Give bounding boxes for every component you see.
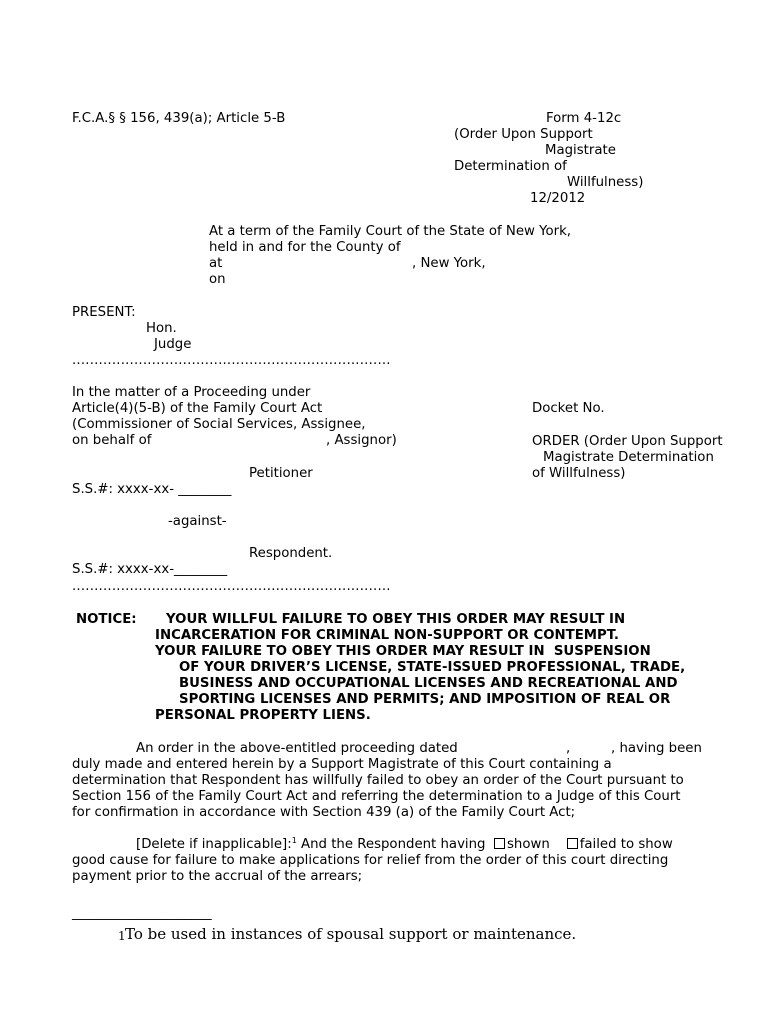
petitioner-ss-number: S.S.#: xxxx-xx- ________ [72,482,232,497]
footnote-rule: _____________________ [72,906,212,921]
court-term-at: at [209,256,223,271]
order-title-line-2: Magistrate Determination [543,450,714,465]
caption-respondent: Respondent. [249,546,333,561]
present-divider: ........................................................................ [72,353,391,368]
failed-to-show-option-label: failed to show [579,837,673,852]
present-judge: Judge [154,337,192,352]
statute-citation: F.C.A.§ § 156, 439(a); Article 5-B [72,111,286,126]
caption-line-1: In the matter of a Proceeding under [72,385,311,400]
paragraph-2-line-1 [136,837,673,853]
paragraph-2-line-3: payment prior to the accrual of the arrears; [72,869,363,884]
court-term-on: on [209,272,226,287]
footnote-ref: 1 [291,836,297,845]
form-number: Form 4-12c [546,111,622,126]
form-title-line-4: Willfulness) [567,175,644,190]
order-title-line-3: of Willfulness) [532,466,626,481]
caption-line-3: (Commissioner of Social Services, Assignee, [72,417,366,432]
notice-line-3: YOUR FAILURE TO OBEY THIS ORDER MAY RESULT IN SUSPENSION [155,644,651,659]
paragraph-2-line-2: good cause for failure to make applications for relief from the order of this court directing [72,853,669,868]
order-date-sentence: An order in the above-entitled proceeding dated [136,741,458,756]
footnote-text: To be used in instances of spousal support or maintenance. [125,925,577,943]
delete-if-inapplicable: [Delete if inapplicable]: [136,837,292,852]
form-title-line-1: (Order Upon Support [454,127,593,142]
notice-line-1: YOUR WILLFUL FAILURE TO OBEY THIS ORDER MAY RESULT IN [166,612,626,627]
notice-line-4: OF YOUR DRIVER’S LICENSE, STATE-ISSUED PROFESSIONAL, TRADE, [179,660,686,675]
paragraph-1-line-3: determination that Respondent has willfully failed to obey an order of the Court pursuant to [72,773,684,788]
notice-line-2: INCARCERATION FOR CRIMINAL NON-SUPPORT OR CONTEMPT. [155,628,619,643]
caption-assignor: , Assignor) [326,433,397,448]
shown-option-label: shown [506,837,550,852]
order-date-comma: , [566,741,571,756]
court-term-line-2: held in and for the County of [209,240,401,255]
notice-line-6: SPORTING LICENSES AND PERMITS; AND IMPOSITION OF REAL OR [179,692,671,707]
court-term-new-york: , New York, [412,256,486,271]
respondent-having: And the Respondent having [296,837,490,852]
notice-label: NOTICE: [76,612,137,627]
form-title-line-3: Determination of [454,159,567,174]
order-date-having-been: , having been [611,741,702,756]
paragraph-1-line-4: Section 156 of the Family Court Act and referring the determination to a Judge of this Court [72,789,681,804]
court-term-line-1: At a term of the Family Court of the State of New York, [209,224,572,239]
footnote-number: 1 [118,929,126,943]
paragraph-1-line-2: duly made and entered herein by a Support Magistrate of this Court containing a [72,757,612,772]
present-label: PRESENT: [72,305,136,320]
order-title-line-1: ORDER (Order Upon Support [532,434,723,449]
notice-line-5: BUSINESS AND OCCUPATIONAL LICENSES AND RECREATIONAL AND [179,676,678,691]
caption-line-2: Article(4)(5-B) of the Family Court Act [72,401,323,416]
form-date: 12/2012 [530,191,586,206]
respondent-ss-number: S.S.#: xxxx-xx-________ [72,562,228,577]
failed-to-show-checkbox[interactable] [567,838,578,849]
docket-number: Docket No. [532,401,605,416]
caption-on-behalf-of: on behalf of [72,433,152,448]
form-title-line-2: Magistrate [545,143,616,158]
caption-divider: ........................................................................ [72,579,391,594]
notice-line-7: PERSONAL PROPERTY LIENS. [155,708,371,723]
shown-checkbox[interactable] [494,838,505,849]
caption-against: -against- [168,514,227,529]
present-hon: Hon. [146,321,177,336]
caption-petitioner: Petitioner [249,466,313,481]
paragraph-1-line-5: for confirmation in accordance with Section 439 (a) of the Family Court Act; [72,805,576,820]
